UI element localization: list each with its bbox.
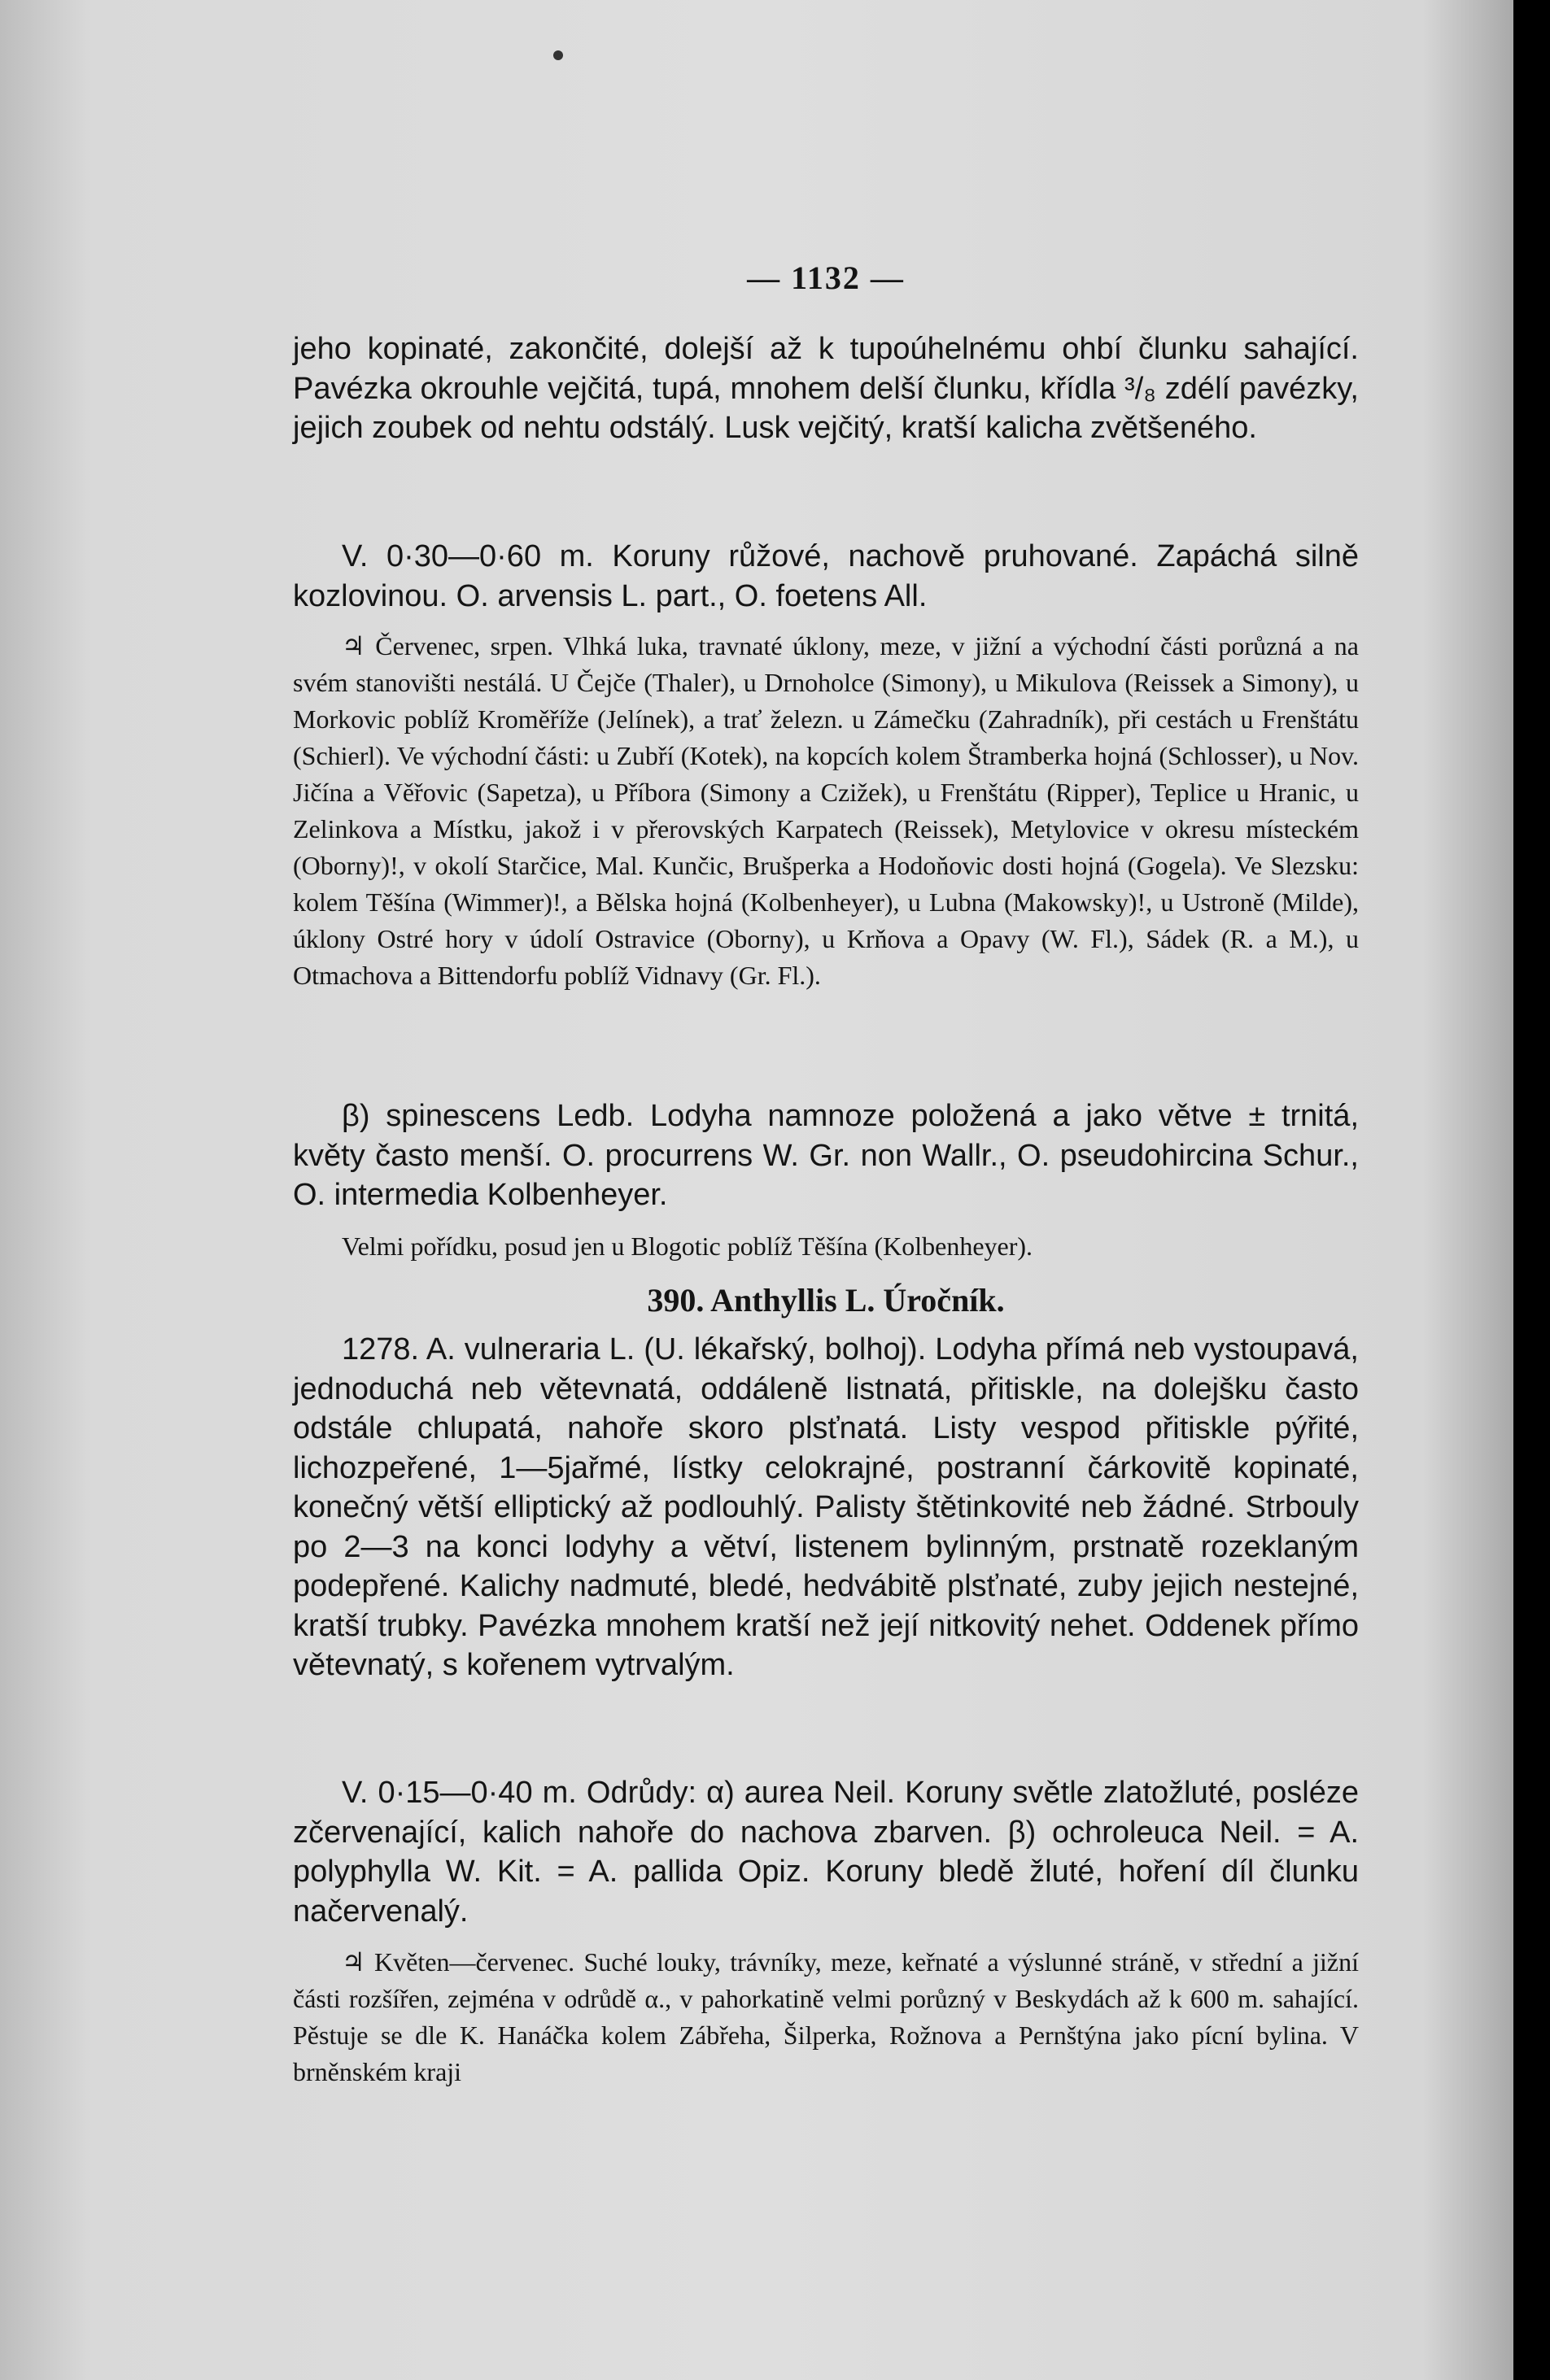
paragraph-variety-spinescens: β) spinescens Ledb. Lodyha namnoze položená a jako větve ± trnitá, květy často menší. O. procurrens W. Gr. non Wallr., O. pseudohircina Schur., O. intermedia Kolbenheyer. (293, 1099, 1359, 1212)
paragraph-distribution: ♃ Červenec, srpen. Vlhká luka, travnaté úklony, meze, v jižní a východní části porůzná a na svém stanovišti nestálá. U Čejče (Thaler), u Drnoholce (Simony), u Mikulova (Reissek a Simony), u Morkovic poblíž Kroměříže (Jelínek), a trať železn. u Zámečku (Zahradník), při cestách u Frenštátu (Schierl). Ve východní části: u Zubří (Kotek), na kopcích kolem Štramberka hojná (Schlosser), u Nov. Jičína a Věřovic (Sapetza), u Příbora (Simony a Czižek), u Frenštátu (Ripper), Teplice u Hranic, u Zelinkova a Místku, jakož i v přerovských Karpatech (Reissek), Metylovice v okresu místeckém (Oborny)!, v okolí Starčice, Mal. Kunčic, Brušperka a Hodoňovic dosti hojná (Gogela). Ve Slezsku: kolem Těšína (Wimmer)!, a Bělska hojná (Kolbenheyer), u Lubna (Makowsky)!, u Ustroně (Milde), úklony Ostré hory v údolí Ostravice (Oborny), u Krňova a Opavy (W. Fl.), Sádek (R. a M.), u Otmachova a Bittendorfu poblíž Vidnavy (Gr. Fl.). (293, 631, 1359, 990)
paragraph-species-varieties: V. 0·15—0·40 m. Odrůdy: α) aurea Neil. Koruny světle zlatožluté, posléze zčervenající, kalich nahoře do nachova zbarven. β) ochroleuca Neil. = A. polyphylla W. Kit. = A. pallida Opiz. Koruny bledě žluté, hoření díl člunku načervenalý. (293, 1776, 1359, 1929)
paragraph-variety-locality: Velmi pořídku, posud jen u Blogotic poblíž Těšína (Kolbenheyer). (342, 1231, 1033, 1261)
scan-speck (553, 50, 563, 60)
paragraph-species-distribution: ♃ Květen—červenec. Suché louky, trávníky, meze, keřnaté a výslunné stráně, v střední a jižní části rozšířen, zejména v odrůdě α., v pahorkatině velmi porůzný v Beskydách až k 600 m. sahající. Pěstuje se dle K. Hanáčka kolem Zábřeha, Šilperka, Rožnova a Pernštýna jako pícní bylina. V brněnském kraji (293, 1947, 1359, 2086)
genus-heading: 390. Anthyllis L. Úročník. (647, 1282, 1005, 1319)
paragraph-description-continued: jeho kopinaté, zakončité, dolejší až k tupoúhelnému ohbí člunku sahající. Pavézka okrouhle vejčitá, tupá, mnohem delší člunku, křídla ³/₈ zdélí pavézky, jejich zoubek od nehtu odstálý. Lusk vejčitý, kratší kalicha zvětšeného. (293, 332, 1359, 445)
page-number: — 1132 — (747, 259, 905, 296)
paragraph-size-note: V. 0·30—0·60 m. Koruny růžové, nachově pruhované. Zapáchá silně kozlovinou. O. arvensis L. part., O. foetens All. (293, 539, 1359, 613)
paragraph-species-description: 1278. A. vulneraria L. (U. lékařský, bolhoj). Lodyha přímá neb vystoupavá, jednoduchá neb větevnatá, oddáleně listnatá, přitiskle, na dolejšku často odstále chlupatá, nahoře skoro plsťnatá. Listy vespod přitiskle pýřité, lichozpeřené, 1—5jařmé, lístky celokrajné, postranní čárkovitě kopinaté, konečný větší elliptický až podlouhlý. Palisty štětinkovité neb žádné. Strbouly po 2—3 na konci lodyhy a větví, listenem bylinným, prstnatě rozeklaným podepřené. Kalichy nadmuté, bledé, hedvábitě plsťnaté, zuby jejich nestejné, kratší trubky. Pavézka mnohem kratší než její nitkovitý nehet. Oddenek přímo větevnatý, s kořenem vytrvalým. (293, 1332, 1359, 1682)
